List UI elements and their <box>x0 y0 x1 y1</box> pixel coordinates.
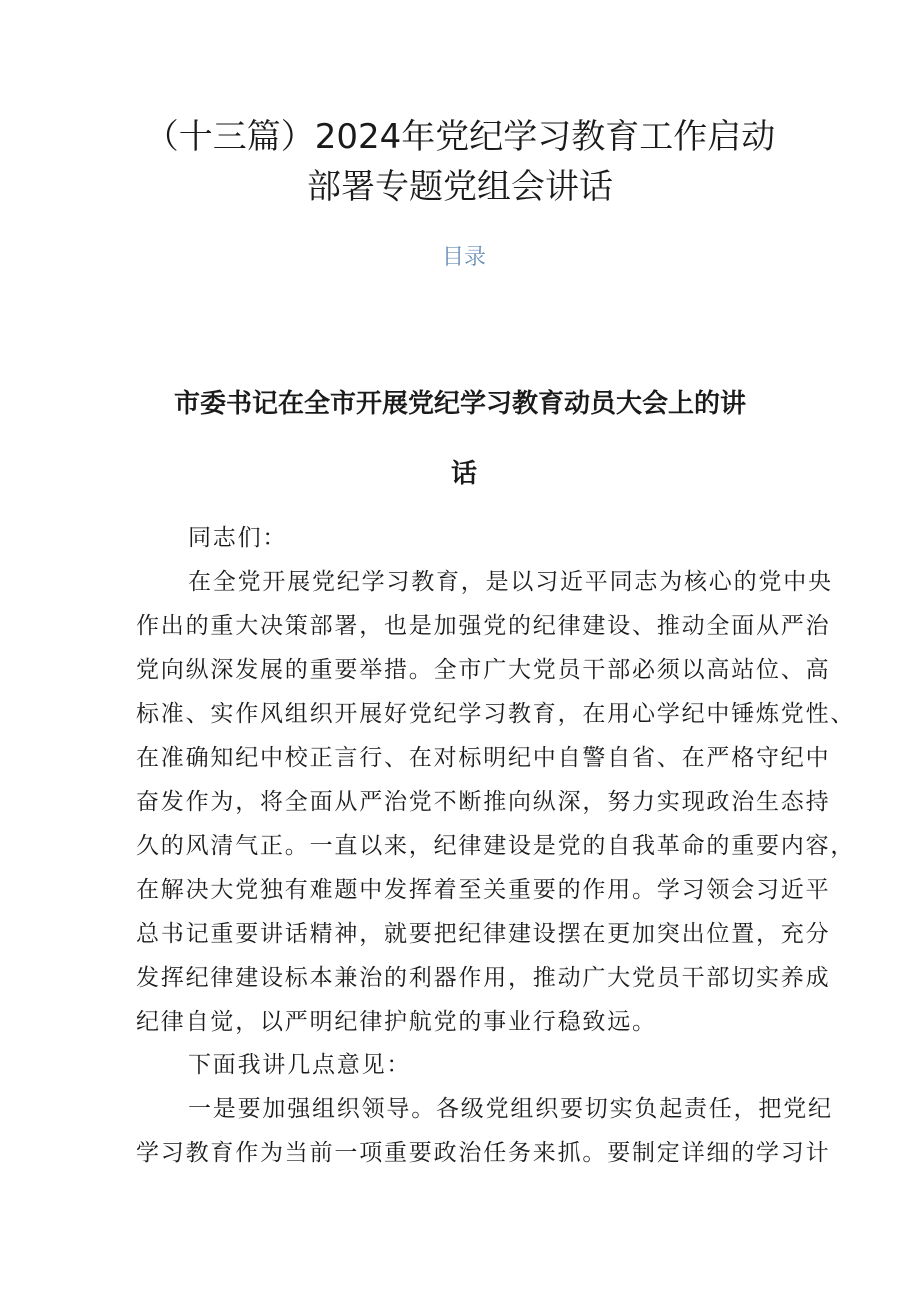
paragraph-2 <box>136 1043 796 1087</box>
document-title-line-1: （十三篇）2024年党纪学习教育工作启动 <box>144 117 776 157</box>
table-of-contents-link[interactable]: 目录 <box>441 245 486 270</box>
paragraph-line: 在准确知纪中校正言行、在对标明纪中自警自省、在严格守纪中 <box>136 745 831 771</box>
paragraph-line: 学习教育作为当前一项重要政治任务来抓。要制定详细的学习计 <box>136 1140 831 1166</box>
paragraph-line: 奋发作为，将全面从严治党不断推向纵深，努力实现政治生态持 <box>136 789 831 815</box>
paragraph-line: 一是要加强组织领导。各级党组织要切实负起责任，把党纪 <box>188 1096 833 1122</box>
paragraph-line: 久的风清气正。一直以来，纪律建设是党的自我革命的重要内容， <box>136 833 856 859</box>
paragraph-line: 在解决大党独有难题中发挥着至关重要的作用。学习领会习近平 <box>136 877 831 903</box>
paragraph-line: 下面我讲几点意见： <box>188 1052 412 1078</box>
paragraph-line: 标准、实作风组织开展好党纪学习教育，在用心学纪中锤炼党性、 <box>136 701 856 727</box>
paragraph-line: 发挥纪律建设标本兼治的利器作用，推动广大党员干部切实养成 <box>136 965 831 991</box>
paragraph-3 <box>136 1087 833 1175</box>
speech-title-line-1: 市委书记在全市开展党纪学习教育动员大会上的讲 <box>173 388 746 419</box>
paragraph-line: 作出的重大决策部署，也是加强党的纪律建设、推动全面从严治 <box>136 613 831 639</box>
paragraph-line: 总书记重要讲话精神，就要把纪律建设摆在更加突出位置，充分 <box>136 921 831 947</box>
document-title-line-2: 部署专题党组会讲话 <box>307 167 613 207</box>
paragraph-line: 纪律自觉，以严明纪律护航党的事业行稳致远。 <box>136 1009 657 1035</box>
paragraph-1 <box>136 560 856 1044</box>
paragraph-line: 在全党开展党纪学习教育，是以习近平同志为核心的党中央 <box>188 569 833 595</box>
paragraph-line: 党向纵深发展的重要举措。全市广大党员干部必须以高站位、高 <box>136 657 831 683</box>
speech-title-line-2: 话 <box>450 458 477 489</box>
salutation-block <box>136 516 796 560</box>
salutation: 同志们： <box>188 525 288 551</box>
